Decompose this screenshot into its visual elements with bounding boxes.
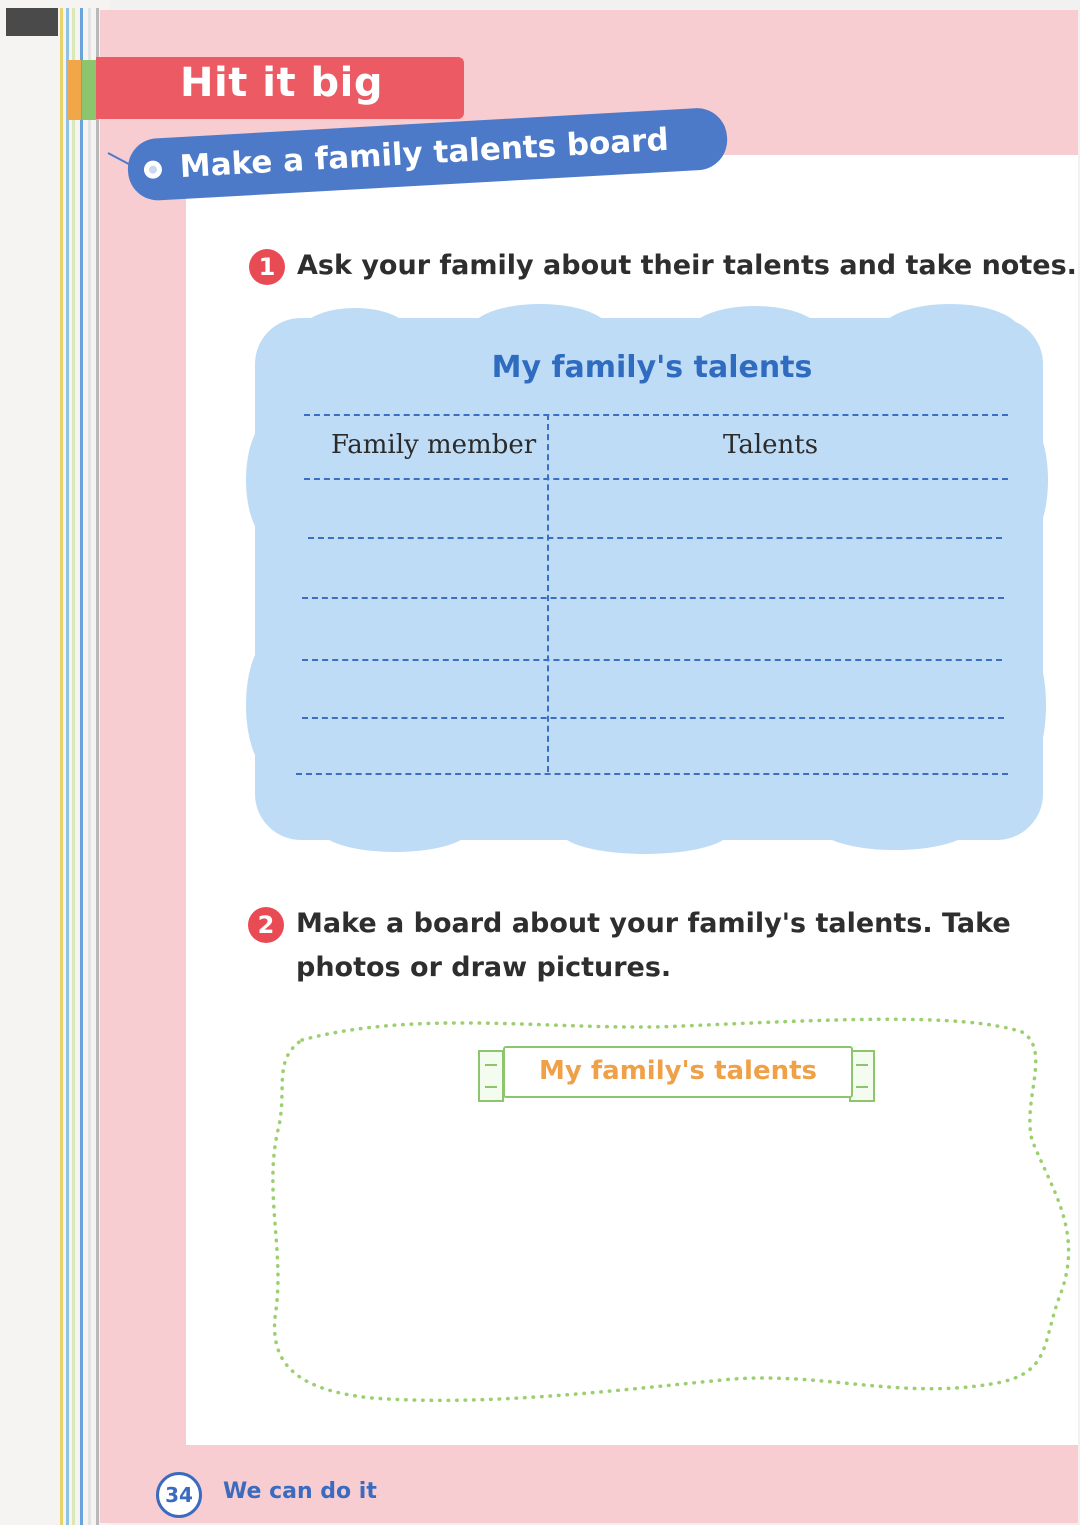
cloud-bump [560, 808, 730, 854]
cloud-bump [320, 806, 470, 852]
step2-instruction-line1: Make a board about your family's talents. Take [296, 908, 1011, 939]
table-rule [296, 773, 1008, 775]
pin-icon [143, 160, 162, 179]
step-number: 1 [249, 249, 285, 285]
table-rule [304, 478, 1008, 480]
book-spine [0, 0, 110, 1525]
page-edge [96, 8, 99, 1525]
cloud-bump [246, 640, 296, 770]
board-label: My family's talents [503, 1046, 853, 1098]
column-header-family-member: Family member [331, 430, 537, 460]
table-rule [308, 537, 1002, 539]
page-edge [72, 8, 75, 1525]
notes-card-title: My family's talents [491, 350, 813, 385]
step1-instruction: Ask your family about their talents and take notes. [297, 250, 1077, 281]
banner-roll-left [478, 1050, 504, 1102]
step2-instruction-line2: photos or draw pictures. [296, 952, 672, 983]
unit-title: We can do it [223, 1479, 377, 1504]
cloud-bump [1004, 420, 1048, 540]
table-rule [302, 659, 1002, 661]
page-edge [88, 8, 91, 1525]
table-rule [302, 597, 1004, 599]
scan-edge [6, 8, 58, 36]
column-header-talents: Talents [723, 430, 819, 460]
page-edge [80, 8, 83, 1525]
step-number: 2 [248, 907, 284, 943]
section-title: Hit it big [180, 60, 383, 106]
page-number: 34 [156, 1472, 202, 1518]
subtitle: Make a family talents board [178, 121, 670, 186]
cloud-bump [246, 420, 296, 540]
page-edge [60, 8, 63, 1525]
column-divider [547, 414, 549, 772]
page-edge [66, 8, 69, 1525]
tab-marker [82, 60, 96, 120]
cloud-bump [300, 308, 410, 358]
cloud-bump [1002, 640, 1046, 770]
table-rule [304, 414, 1008, 416]
cloud-shape [255, 318, 1043, 840]
tab-marker [67, 60, 81, 120]
table-rule [302, 717, 1004, 719]
cloud-bump [880, 304, 1020, 360]
cloud-bump [820, 806, 970, 850]
